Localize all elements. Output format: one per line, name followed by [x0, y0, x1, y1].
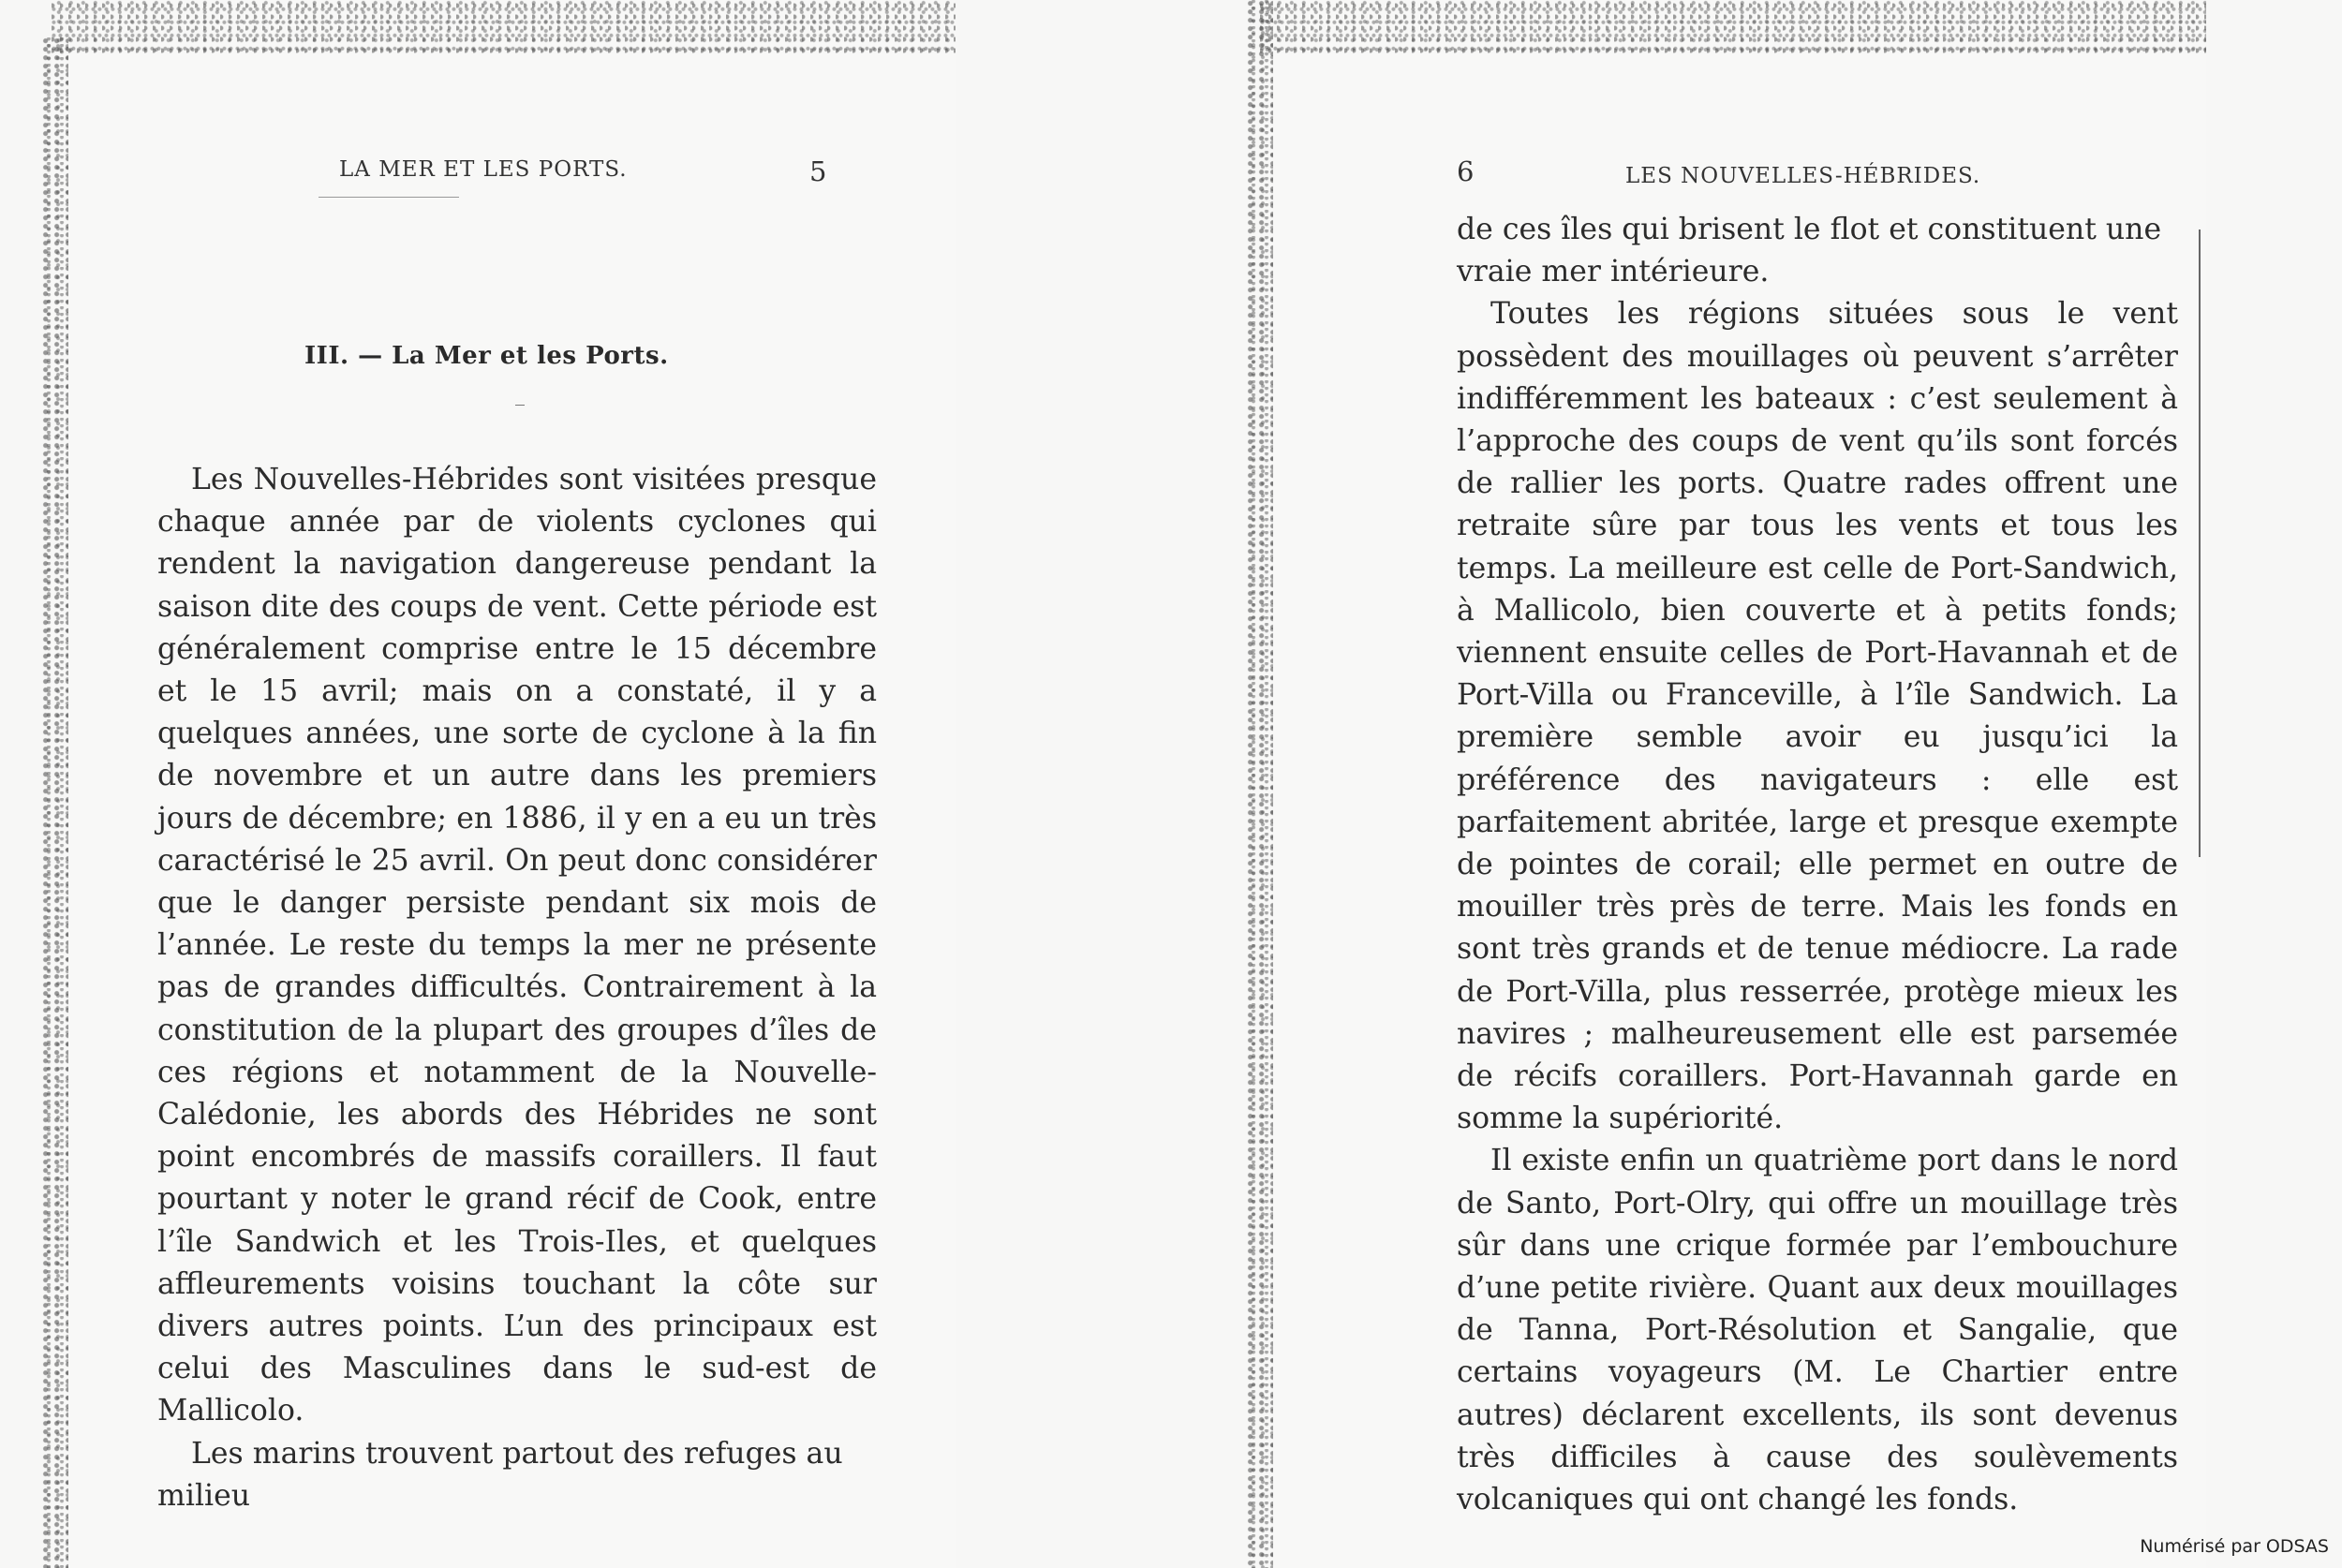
left-paragraph-1: Les Nouvelles-Hébrides sont visitées presque chaque année par de violents cyclones qui rendent la navigation dangereuse pendant la saison dite des coups de vent. Cette période est généralement comprise entre le 15 décembre et le 15 avril; mais on a constaté, il y a quelques années, une sorte de cyclone à la fin de novembre et un autre dans les premiers jours de décembre; en 1886, il y en a eu un très caractérisé le 25 avril. On peut donc considérer que le danger persiste pendant six mois de l’année. Le reste du temps la mer ne présente pas de grandes difficultés. Contrairement à la constitution de la plupart des groupes d’îles de ces régions et notamment de la Nouvelle-Calédonie, les abords des Hébrides ne sont point encombrés de massifs coraillers. Il faut pourtant y noter le grand récif de Cook, entre l’île Sandwich et les Trois-Iles, et quelques affleurements voisins touchant la côte sur divers autres points. L’un des principaux est celui des Masculines dans le sud-est de Mallicolo.	[157, 463, 877, 1428]
left-page	[52, 0, 956, 1568]
section-title-rule	[515, 405, 525, 406]
left-page-number: 5	[809, 155, 827, 187]
left-page-left-edge	[42, 37, 68, 1568]
right-page-top-edge	[1260, 0, 2206, 56]
right-page	[1260, 0, 2206, 1568]
right-page-body	[1457, 209, 2178, 1521]
left-header-rule	[319, 197, 459, 198]
right-margin-rule	[2199, 229, 2201, 857]
left-paragraph-2: Les marins trouvent partout des refuges au milieu	[157, 1436, 843, 1513]
right-paragraph-3: Il existe enfin un quatrième port dans le nord de Santo, Port-Olry, qui offre un mouillage très sûr dans une crique formée par l’embouchure d’une petite rivière. Quant aux deux mouillages de Tanna, Port-Résolution et Sangalie, que certains voyageurs (M. Le Chartier entre autres) déclarent excellents, ils sont devenus très difficiles à cause des soulèvements volcaniques qui ont changé les fonds.	[1457, 1144, 2178, 1517]
left-page-body	[157, 459, 877, 1517]
digitization-credit: Numérisé par ODSAS	[2140, 1536, 2329, 1557]
left-page-top-edge	[52, 0, 956, 56]
right-page-number: 6	[1457, 155, 1475, 187]
left-running-header: LA MER ET LES PORTS.	[339, 157, 628, 182]
right-running-header: LES NOUVELLES-HÉBRIDES.	[1625, 164, 1981, 188]
right-paragraph-1: de ces îles qui brisent le flot et constituent une vraie mer intérieure.	[1457, 213, 2162, 289]
right-page-left-edge	[1247, 0, 1273, 1568]
right-paragraph-2: Toutes les régions situées sous le vent possèdent des mouillages où peuvent s’arrêter indifféremment les bateaux : c’est seulement à l’approche des coups de vent qu’ils sont forcés de rallier les ports. Quatre rades offrent une retraite sûre par tous les vents et tous les temps. La meilleure est celle de Port-Sandwich, à Mallicolo, bien couverte et à petits fonds; viennent ensuite celles de Port-Havannah et de Port-Villa ou Franceville, à l’île Sandwich. La première semble avoir eu jusqu’ici la préférence des navigateurs : elle est parfaitement abritée, large et presque exempte de pointes de corail; elle permet en outre de mouiller très près de terre. Mais les fonds en sont très grands et de tenue médiocre. La rade de Port-Villa, plus resserrée, protège mieux les navires ; malheureusement elle est parsemée de récifs coraillers. Port-Havannah garde en somme la supériorité.	[1457, 297, 2178, 1136]
section-title: III. — La Mer et les Ports.	[304, 342, 669, 370]
